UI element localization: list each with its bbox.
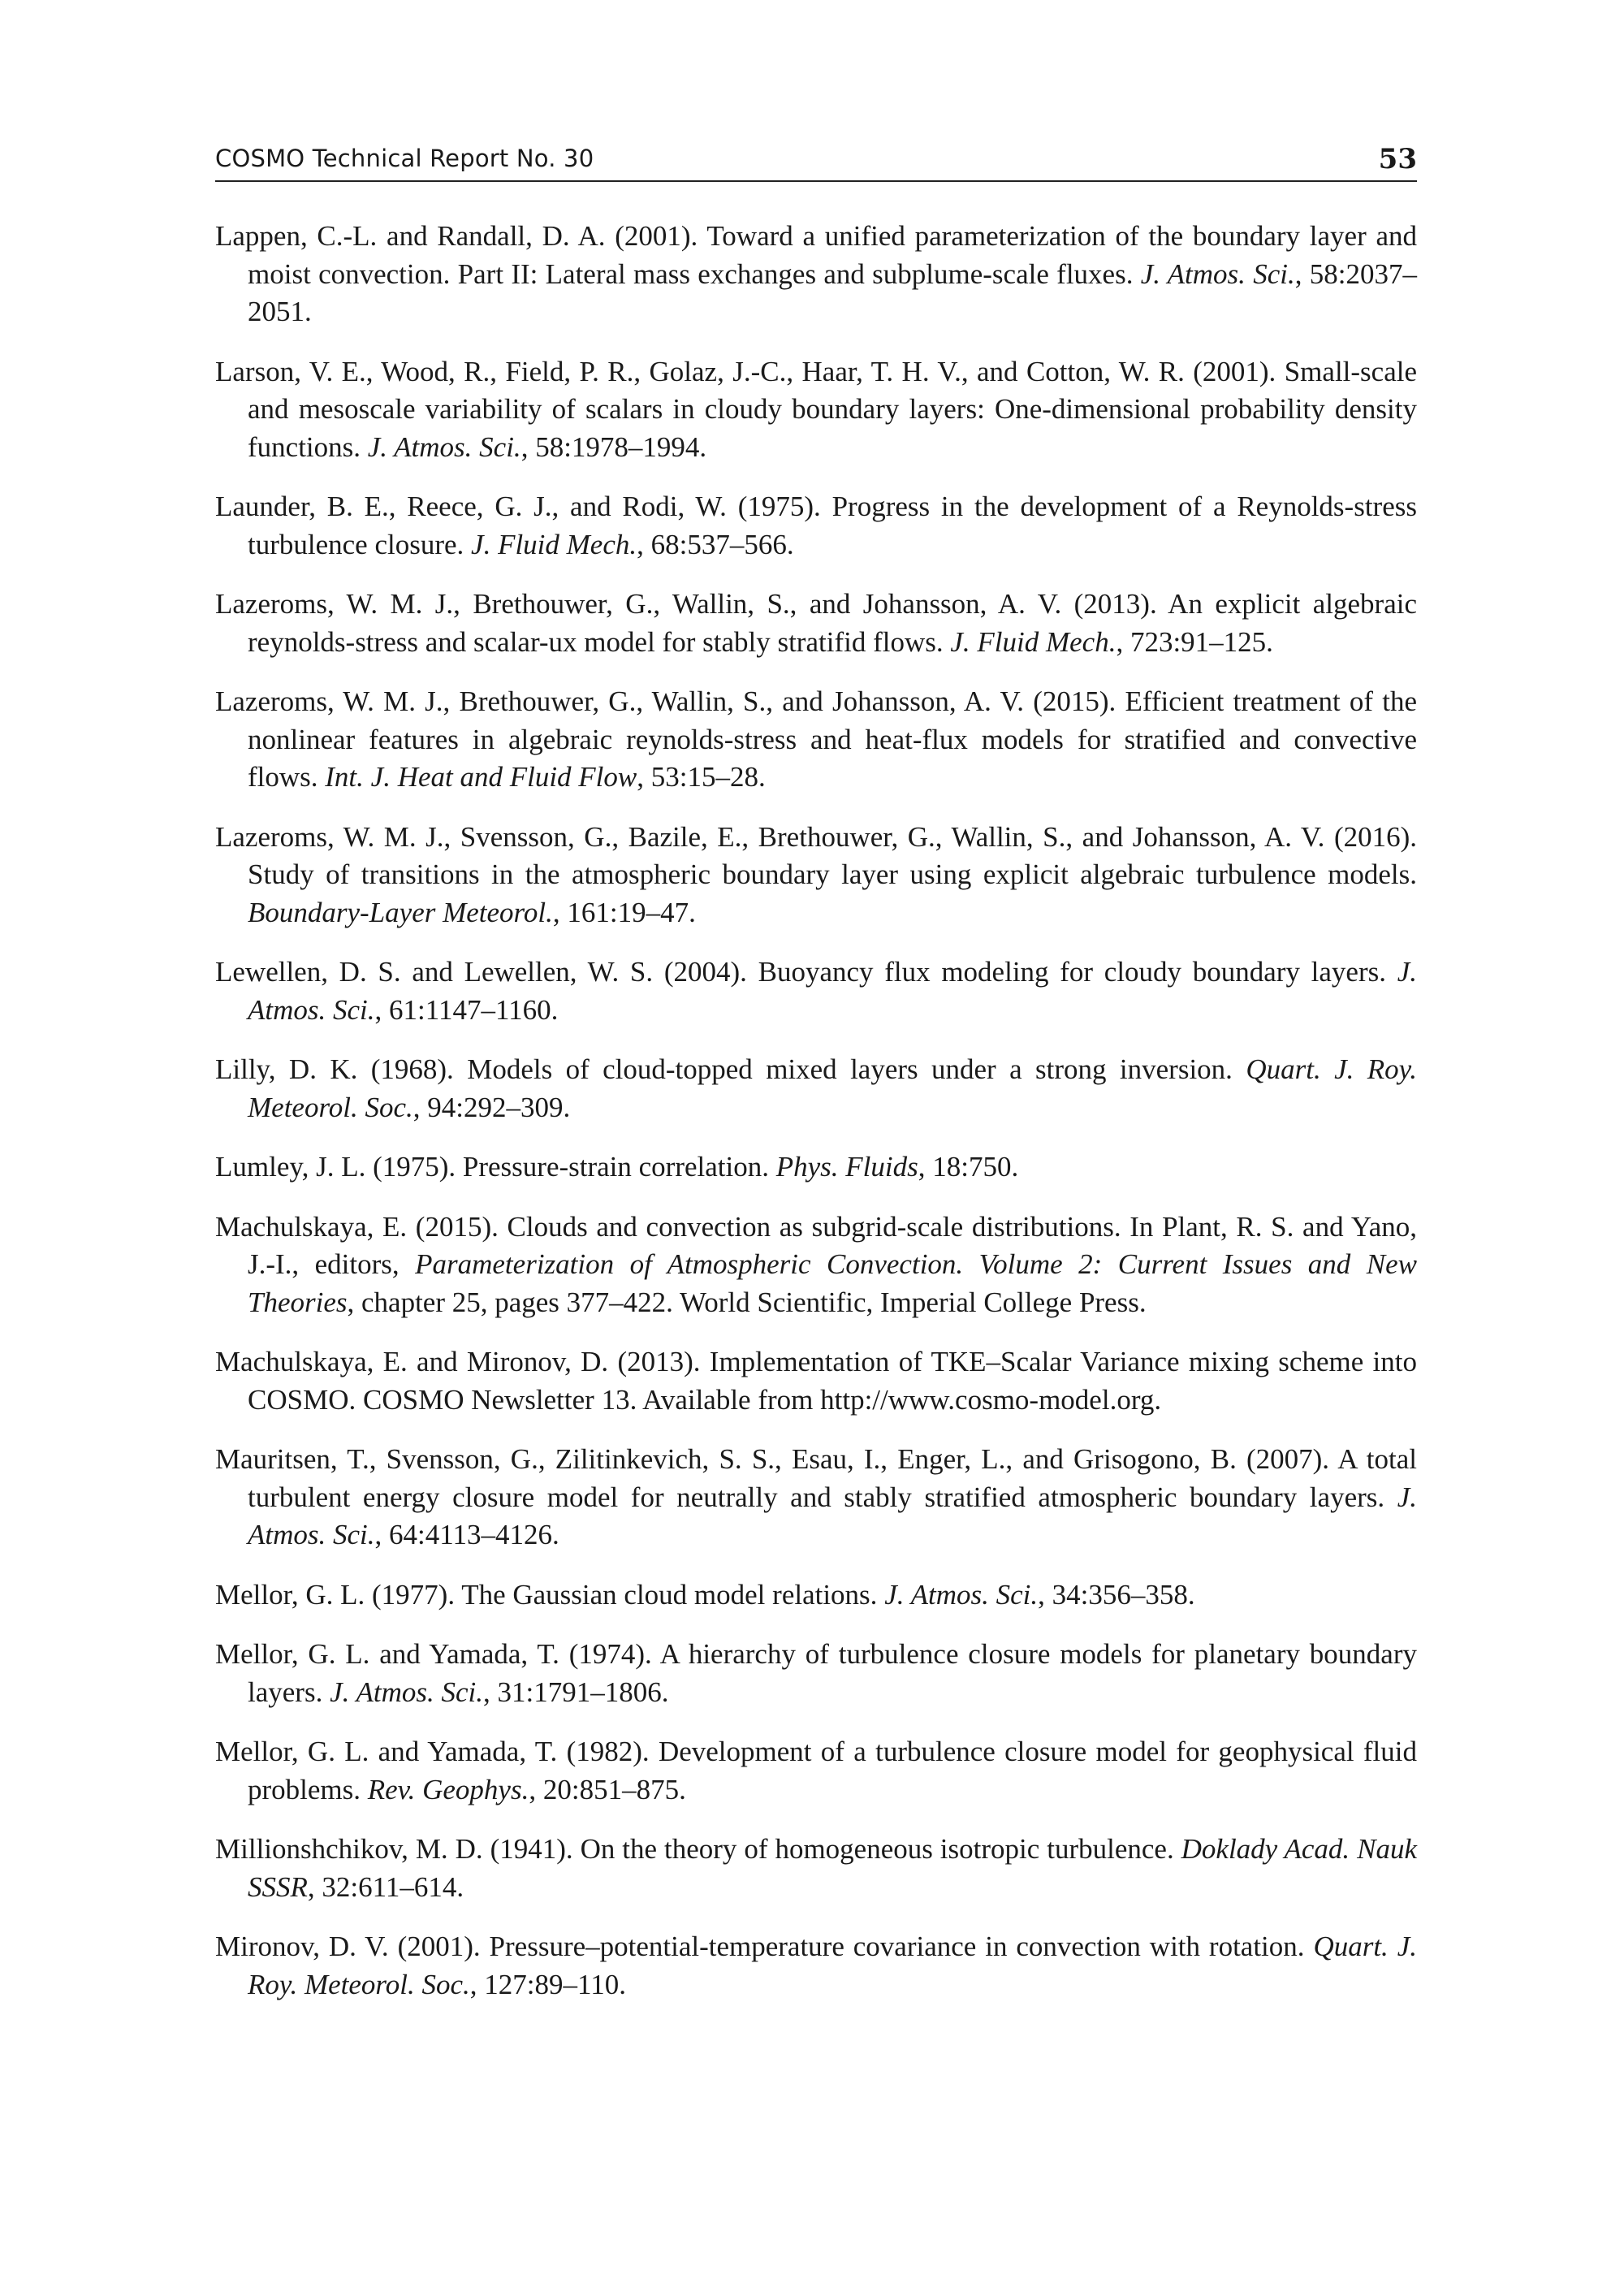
reference-entry: Mellor, G. L. and Yamada, T. (1982). Development of a turbulence closure model for geophysical fluid problems. Rev. Geophys., 20:851–875. (215, 1736, 1417, 1805)
page-number: 53 (1378, 143, 1417, 175)
journal-title: J. Atmos. Sci. (248, 956, 1417, 1026)
reference-entry: Millionshchikov, M. D. (1941). On the theory of homogeneous isotropic turbulence. Doklady Acad. Nauk SSSR, 32:611–614. (215, 1833, 1418, 1903)
journal-title: J. Fluid Mech. (471, 528, 637, 560)
reference-entry: Lazeroms, W. M. J., Brethouwer, G., Wallin, S., and Johansson, A. V. (2015). Efficient treatment of the nonlinear features in algebraic reynolds-stress and heat-flux models for stratified and convective flows. Int. J. Heat and Fluid Flow, 53:15–28. (215, 685, 1417, 793)
reference-entry: Machulskaya, E. (2015). Clouds and convection as subgrid-scale distributions. In Plant, R. S. and Yano, J.-I., editors, Parameterization of Atmospheric Convection. Volume 2: Current Issues and New Theories, chapter 25, pages 377–422. World Scientific, Imperial College Press. (215, 1210, 1417, 1318)
journal-title: J. Atmos. Sci. (1140, 257, 1295, 290)
reference-entry: Mellor, G. L. and Yamada, T. (1974). A hierarchy of turbulence closure models for planetary boundary layers. J. Atmos. Sci., 31:1791–1806. (215, 1638, 1417, 1708)
journal-title: Doklady Acad. Nauk SSSR (248, 1833, 1418, 1903)
reference-entry: Machulskaya, E. and Mironov, D. (2013). Implementation of TKE–Scalar Variance mixing scheme into COSMO. COSMO Newsletter 13. Available from http://www.cosmo-model.org. (215, 1346, 1417, 1416)
reference-entry: Lilly, D. K. (1968). Models of cloud-topped mixed layers under a strong inversion. Quart. J. Roy. Meteorol. Soc., 94:292–309. (215, 1053, 1417, 1123)
journal-title: J. Atmos. Sci. (330, 1676, 483, 1708)
reference-entry: Mironov, D. V. (2001). Pressure–potential-temperature covariance in convection with rotation. Quart. J. Roy. Meteorol. Soc., 127:89–110. (215, 1931, 1417, 2000)
reference-entry: Lazeroms, W. M. J., Svensson, G., Bazile, E., Brethouwer, G., Wallin, S., and Johansson, A. V. (2016). Study of transitions in the atmospheric boundary layer using explicit algebraic turbulence models. Boundary-Layer Meteorol., 161:19–47. (215, 820, 1417, 928)
journal-title: J. Atmos. Sci. (248, 1481, 1417, 1550)
journal-title: Phys. Fluids (775, 1151, 918, 1183)
report-title: COSMO Technical Report No. 30 (215, 145, 594, 172)
journal-title: Int. J. Heat and Fluid Flow (325, 761, 637, 793)
journal-title: J. Fluid Mech. (950, 625, 1116, 658)
reference-entry: Lumley, J. L. (1975). Pressure-strain correlation. Phys. Fluids, 18:750. (215, 1151, 1019, 1183)
reference-list (215, 218, 1417, 2026)
reference-entry: Lappen, C.-L. and Randall, D. A. (2001). Toward a unified parameterization of the boundary layer and moist convection. Part II: Lateral mass exchanges and subplume-scale fluxes. J. Atmos. Sci., 58:2037–2051. (215, 220, 1417, 327)
page-header (215, 143, 1417, 182)
reference-entry: Lazeroms, W. M. J., Brethouwer, G., Wallin, S., and Johansson, A. V. (2013). An explicit algebraic reynolds-stress and scalar-ux model for stably stratifid flows. J. Fluid Mech., 723:91–125. (215, 588, 1417, 658)
reference-entry: Mauritsen, T., Svensson, G., Zilitinkevich, S. S., Esau, I., Enger, L., and Grisogono, B. (2007). A total turbulent energy closure model for neutrally and stably stratified atmospheric boundary layers. J. Atmos. Sci., 64:4113–4126. (215, 1443, 1417, 1550)
journal-title: J. Atmos. Sci. (367, 430, 521, 463)
journal-title: Quart. J. Roy. Meteorol. Soc. (248, 1053, 1417, 1123)
reference-entry: Mellor, G. L. (1977). The Gaussian cloud model relations. J. Atmos. Sci., 34:356–358. (215, 1578, 1195, 1611)
reference-entry: Launder, B. E., Reece, G. J., and Rodi, W. (1975). Progress in the development of a Reynolds-stress turbulence closure. J. Fluid Mech., 68:537–566. (215, 491, 1417, 560)
reference-entry: Larson, V. E., Wood, R., Field, P. R., Golaz, J.-C., Haar, T. H. V., and Cotton, W. R. (2001). Small-scale and mesoscale variability of scalars in cloudy boundary layers: One-dimensional probability density functions. J. Atmos. Sci., 58:1978–1994. (215, 355, 1417, 463)
journal-title: Boundary-Layer Meteorol. (248, 896, 553, 928)
journal-title: Quart. J. Roy. Meteorol. Soc. (248, 1931, 1417, 2000)
reference-entry: Lewellen, D. S. and Lewellen, W. S. (2004). Buoyancy flux modeling for cloudy boundary layers. J. Atmos. Sci., 61:1147–1160. (215, 956, 1417, 1026)
journal-title: Rev. Geophys. (367, 1773, 529, 1805)
book-title: Parameterization of Atmospheric Convection. Volume 2: Current Issues and New Theories (248, 1248, 1417, 1318)
journal-title: J. Atmos. Sci. (884, 1578, 1039, 1611)
